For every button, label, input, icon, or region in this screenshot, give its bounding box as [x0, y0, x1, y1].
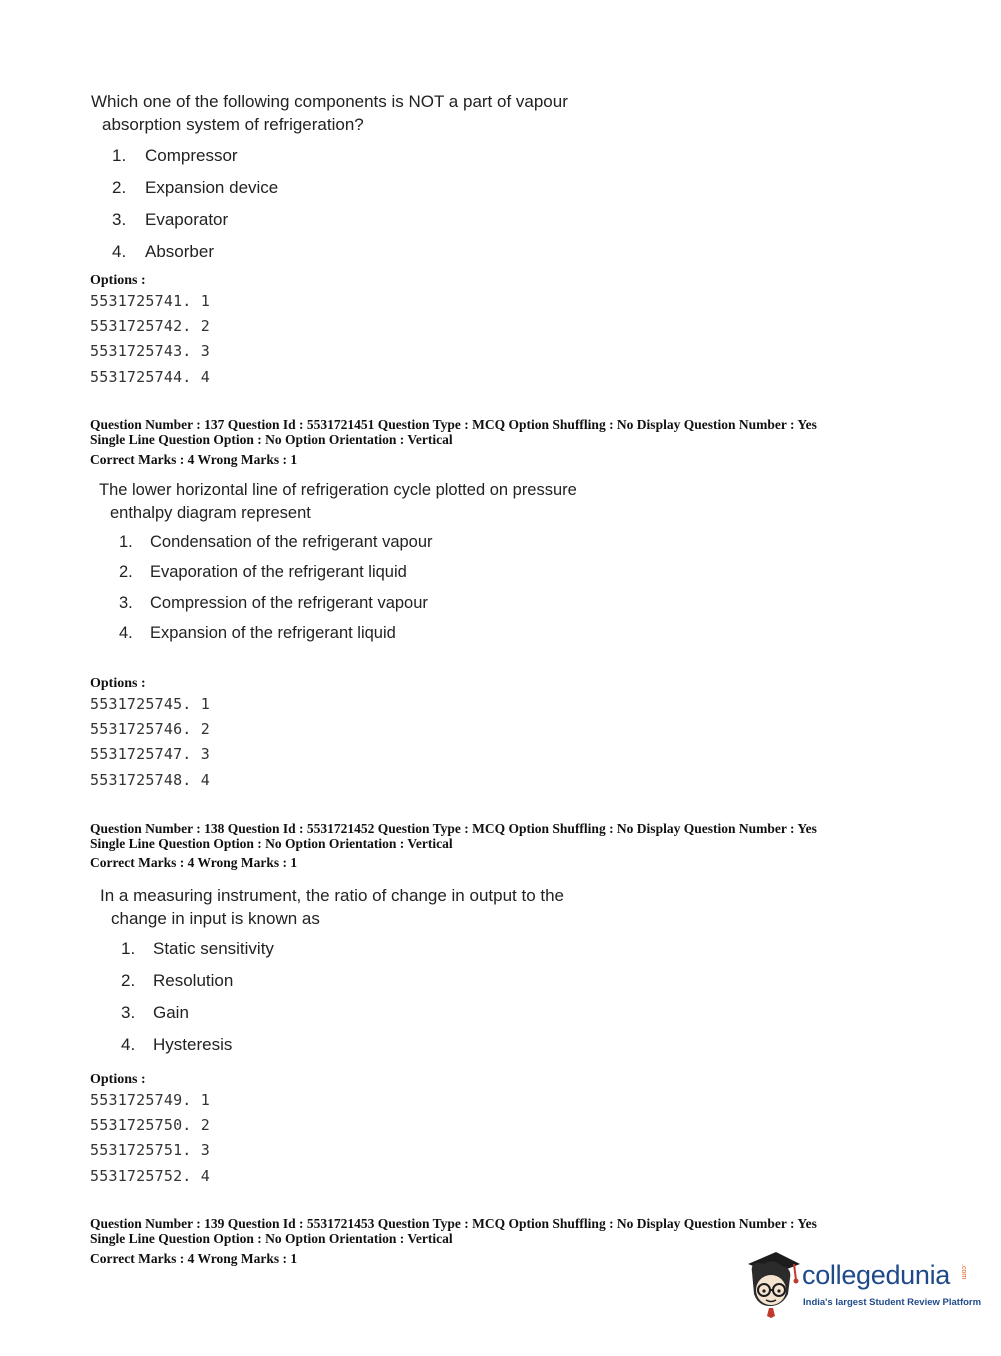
q139-marks: Correct Marks : 4 Wrong Marks : 1	[90, 1251, 298, 1266]
q138-option-id: 5531725751. 3	[90, 1141, 210, 1159]
q136-option-id: 5531725741. 1	[90, 292, 210, 310]
q136-option-id: 5531725744. 4	[90, 368, 210, 386]
q136-option-id: 5531725743. 3	[90, 342, 210, 360]
q136-options-heading: Options :	[90, 273, 146, 288]
q138-choice: 1. Static sensitivity	[121, 939, 274, 958]
q139-meta: Question Number : 139 Question Id : 5531721453 Question Type : MCQ Option Shuffling : No Display Question Number : Yes Single Line Question Option : No Option Orientation : Vertical	[90, 1216, 817, 1246]
q137-choice: 1. Condensation of the refrigerant vapour	[119, 533, 433, 551]
q138-choice: 3. Gain	[121, 1003, 189, 1022]
q137-choice: 2. Evaporation of the refrigerant liquid	[119, 563, 407, 581]
collegedunia-logo[interactable]	[742, 1250, 982, 1318]
student-mascot-icon	[742, 1250, 804, 1318]
q138-option-id: 5531725749. 1	[90, 1091, 210, 1109]
q137-option-id: 5531725748. 4	[90, 771, 210, 789]
q138-meta: Question Number : 138 Question Id : 5531721452 Question Type : MCQ Option Shuffling : No Display Question Number : Yes Single Line Question Option : No Option Orientation : Vertical	[90, 821, 817, 851]
q138-marks: Correct Marks : 4 Wrong Marks : 1	[90, 855, 298, 870]
q137-choice: 3. Compression of the refrigerant vapour	[119, 594, 428, 612]
q138-options-heading: Options :	[90, 1072, 146, 1087]
q136-choice: 3. Evaporator	[112, 210, 229, 229]
q138-choice: 4. Hysteresis	[121, 1035, 233, 1054]
q136-option-id: 5531725742. 2	[90, 317, 210, 335]
q137-marks: Correct Marks : 4 Wrong Marks : 1	[90, 452, 298, 467]
logo-wordmark: collegedunia	[802, 1260, 951, 1290]
q138-option-id: 5531725750. 2	[90, 1116, 210, 1134]
q138-option-id: 5531725752. 4	[90, 1167, 210, 1185]
logo-dotcom: .com	[960, 1264, 967, 1280]
q137-meta: Question Number : 137 Question Id : 5531721451 Question Type : MCQ Option Shuffling : No Display Question Number : Yes Single Line Question Option : No Option Orientation : Vertical	[90, 417, 817, 447]
q136-choice: 1. Compressor	[112, 146, 238, 165]
q136-choice: 4. Absorber	[112, 242, 214, 261]
q137-option-id: 5531725747. 3	[90, 745, 210, 763]
q137-options-heading: Options :	[90, 676, 146, 691]
q137-question-text: The lower horizontal line of refrigeration cycle plotted on pressure enthalpy diagram represent	[99, 481, 577, 522]
q138-question-text: In a measuring instrument, the ratio of change in output to the change in input is known as	[100, 886, 565, 928]
q136-choice: 2. Expansion device	[112, 178, 279, 197]
logo-tagline: India's largest Student Review Platform	[803, 1297, 982, 1308]
q137-choice: 4. Expansion of the refrigerant liquid	[119, 624, 396, 642]
q137-option-id: 5531725746. 2	[90, 720, 210, 738]
q138-choice: 2. Resolution	[121, 971, 234, 990]
q137-option-id: 5531725745. 1	[90, 695, 210, 713]
q136-question-text: Which one of the following components is NOT a part of vapour absorption system of refrigeration?	[91, 92, 568, 134]
